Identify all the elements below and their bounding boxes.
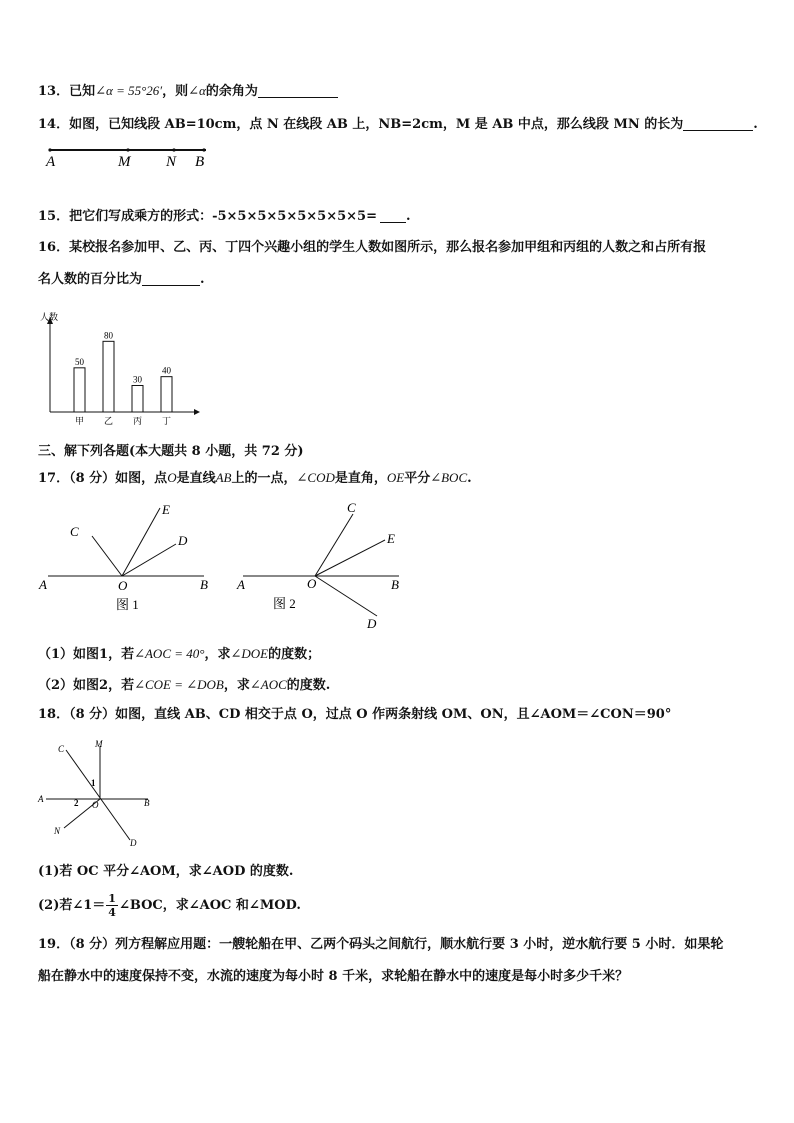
question-15: 15．把它们写成乘方的形式：-5×5×5×5×5×5×5×5= .	[38, 209, 411, 224]
category-label-2: 丙	[132, 416, 143, 426]
question-19-line1: 19．（8 分）列方程解应用题：一艘轮船在甲、乙两个码头之间航行，顺水航行要 3 小时，逆水航行要 5 小时．如果轮	[38, 937, 724, 952]
question-18-part-1: (1)若 OC 平分∠AOM，求∠AOD 的度数.	[38, 864, 294, 879]
figure-q18	[36, 736, 161, 848]
question-16-line1: 16．某校报名参加甲、乙、丙、丁四个兴趣小组的学生人数如图所示，那么报名参加甲组和丙组的人数之和占所有报	[38, 240, 707, 255]
bar-value-label-3: 40	[162, 365, 171, 376]
bar-value-label-2: 30	[133, 374, 142, 385]
fraction-one-quarter: $\frac{1}{4}$	[108, 892, 116, 919]
bar-value-label-1: 80	[104, 330, 113, 341]
bar-2	[132, 385, 143, 412]
fig18-label-m: M	[95, 739, 103, 749]
bar-0	[74, 368, 85, 412]
question-14: 14．如图，已知线段 AB=10cm，点 N 在线段 AB 上，NB=2cm，M 是 AB 中点，那么线段 MN 的长为 .	[38, 117, 758, 132]
question-16-line2: 名人数的百分比为 .	[38, 272, 205, 287]
fig1-label-a: A	[39, 577, 47, 592]
question-19-line2: 船在静水中的速度保持不变，水流的速度为每小时 8 千米，求轮船在静水中的速度是每小时多少千米？	[38, 969, 629, 984]
category-label-0: 甲	[74, 416, 85, 426]
chart-y-label: 人数	[40, 312, 59, 322]
bar-chart	[36, 308, 206, 428]
bar-3	[161, 377, 172, 412]
fig18-label-c: C	[58, 744, 65, 754]
category-label-3: 丁	[161, 416, 172, 426]
fig2-caption: 图 2	[273, 596, 296, 611]
question-13: 13．已知∠α = 55°26′，则∠α的余角为	[38, 84, 338, 98]
answer-blank	[258, 85, 338, 98]
fig18-label-o: O	[92, 800, 99, 810]
fig18-label-b: B	[144, 798, 150, 808]
fig1-label-e: E	[162, 502, 170, 517]
question-18-part-2: (2)若∠1＝ $\frac{1}{4}$ ∠BOC，求∠AOC 和∠MOD.	[38, 892, 301, 919]
segment-figure	[38, 142, 218, 172]
question-17-part-2: （2）如图2，若∠COE = ∠DOB，求∠AOC的度数.	[38, 677, 331, 693]
fig2-label-e: E	[387, 531, 395, 546]
fig18-label-d: D	[130, 838, 137, 848]
question-17: 17．（8 分）如图，点O是直线AB上的一点，∠COD是直角，OE平分∠BOC.	[38, 470, 472, 486]
section-3-title: 三、解下列各题(本大题共 8 小题，共 72 分)	[38, 444, 304, 459]
fig1-caption: 图 1	[116, 597, 139, 612]
question-18: 18．（8 分）如图，直线 AB、CD 相交于点 O，过点 O 作两条射线 OM、ON，且∠AOM＝∠CON＝90°	[38, 707, 672, 722]
fig2-label-a: A	[237, 577, 245, 592]
point-n-label: N	[166, 154, 177, 170]
figure-2	[233, 498, 418, 633]
question-17-part-1: （1）如图1，若∠AOC = 40°，求∠DOE的度数；	[38, 646, 321, 662]
fig18-label-n: N	[54, 826, 61, 836]
fig2-label-d: D	[367, 616, 377, 631]
fig2-label-b: B	[391, 577, 399, 592]
category-label-1: 乙	[103, 416, 114, 426]
point-m-label: M	[118, 154, 131, 170]
fig18-angle-2: 2	[74, 798, 79, 808]
fig1-label-o: O	[118, 578, 128, 593]
fig18-label-a: A	[38, 794, 44, 804]
fig2-label-o: O	[307, 576, 317, 591]
fig1-label-b: B	[200, 577, 208, 592]
point-b-label: B	[195, 154, 205, 170]
bar-1	[103, 341, 114, 412]
answer-blank	[142, 273, 200, 286]
bar-value-label-0: 50	[75, 356, 84, 367]
fig1-label-d: D	[178, 533, 188, 548]
point-a-label: A	[46, 154, 56, 170]
fig2-label-c: C	[347, 500, 356, 515]
figure-1	[36, 498, 221, 618]
fig18-angle-1: 1	[91, 778, 96, 788]
answer-blank	[683, 118, 753, 131]
fig1-label-c: C	[70, 524, 79, 539]
answer-blank	[380, 210, 406, 223]
